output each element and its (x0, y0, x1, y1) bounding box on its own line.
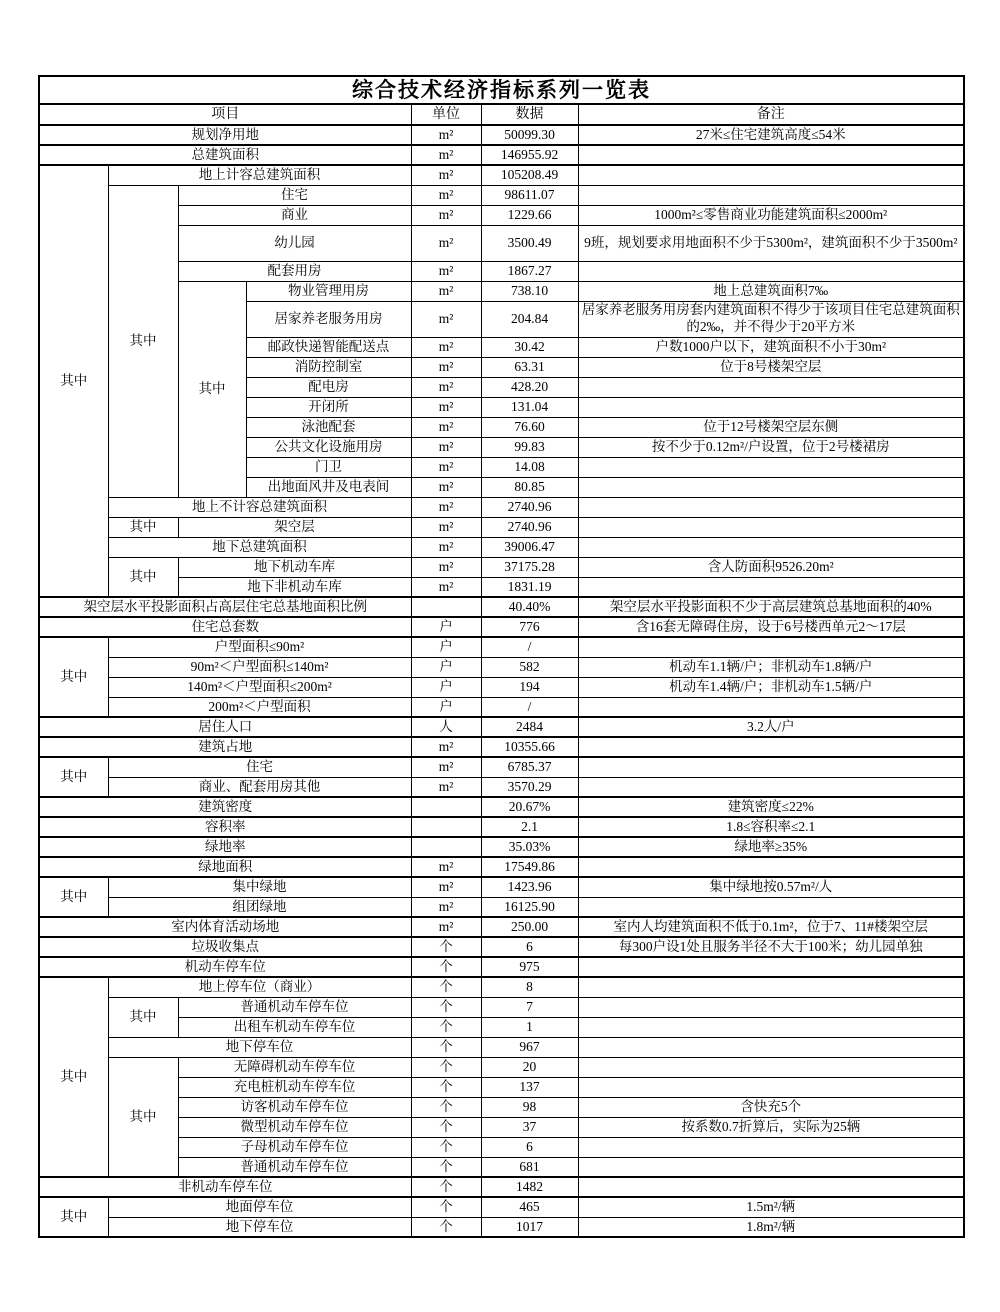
table-row (39, 1137, 964, 1157)
remark-cell (578, 377, 964, 397)
unit-cell: m² (411, 737, 481, 757)
remark-cell (578, 1077, 964, 1097)
value-cell: 2.1 (481, 817, 578, 837)
table-row (39, 1017, 964, 1037)
table-row (39, 637, 964, 657)
remark-cell (578, 977, 964, 997)
value-cell: 7 (481, 997, 578, 1017)
remark-cell (578, 497, 964, 517)
table-row (39, 1177, 964, 1197)
item-label: 商业、配套用房其他 (108, 777, 411, 797)
table-row (39, 617, 964, 637)
table-row (39, 897, 964, 917)
unit-cell: m² (411, 537, 481, 557)
unit-cell: m² (411, 145, 481, 165)
unit-cell: m² (411, 857, 481, 877)
unit-cell (411, 597, 481, 617)
value-cell: 20.67% (481, 797, 578, 817)
table-row (39, 125, 964, 145)
value-cell: 131.04 (481, 397, 578, 417)
item-label: 户型面积≤90m² (108, 637, 411, 657)
unit-cell: 户 (411, 617, 481, 637)
unit-cell: 个 (411, 957, 481, 977)
remark-cell (578, 957, 964, 977)
item-label: 绿地率 (39, 837, 411, 857)
value-cell: 98 (481, 1097, 578, 1117)
table-row (39, 657, 964, 677)
unit-cell: m² (411, 877, 481, 897)
value-cell: 681 (481, 1157, 578, 1177)
table-row (39, 1157, 964, 1177)
group-label: 其中 (108, 1057, 178, 1177)
item-label: 幼儿园 (178, 225, 411, 261)
item-label: 机动车停车位 (39, 957, 411, 977)
remark-cell (578, 857, 964, 877)
value-cell: 1 (481, 1017, 578, 1037)
unit-cell: m² (411, 185, 481, 205)
unit-cell: 个 (411, 1217, 481, 1237)
table-row (39, 185, 964, 205)
remark-cell: 1000m²≤零售商业功能建筑面积≤2000m² (578, 205, 964, 225)
item-label: 配电房 (246, 377, 411, 397)
unit-cell: 户 (411, 677, 481, 697)
remark-cell: 27米≤住宅建筑高度≤54米 (578, 125, 964, 145)
value-cell: 1867.27 (481, 261, 578, 281)
unit-cell: m² (411, 457, 481, 477)
remark-cell (578, 737, 964, 757)
unit-cell: m² (411, 377, 481, 397)
remark-cell (578, 777, 964, 797)
unit-cell: m² (411, 917, 481, 937)
unit-cell: 个 (411, 1037, 481, 1057)
table-row (39, 917, 964, 937)
item-label: 地下非机动车库 (178, 577, 411, 597)
value-cell: 975 (481, 957, 578, 977)
unit-cell: m² (411, 125, 481, 145)
remark-cell: 机动车1.4辆/户；非机动车1.5辆/户 (578, 677, 964, 697)
table-row (39, 1217, 964, 1237)
remark-cell (578, 1137, 964, 1157)
item-label: 普通机动车停车位 (178, 1157, 411, 1177)
unit-cell: m² (411, 281, 481, 301)
item-label: 充电桩机动车停车位 (178, 1077, 411, 1097)
table-row (39, 597, 964, 617)
unit-cell: 个 (411, 937, 481, 957)
item-label: 非机动车停车位 (39, 1177, 411, 1197)
value-cell: 39006.47 (481, 537, 578, 557)
unit-cell: 个 (411, 977, 481, 997)
remark-cell: 地上总建筑面积7‰ (578, 281, 964, 301)
table-row (39, 777, 964, 797)
remark-cell (578, 537, 964, 557)
table-row (39, 1077, 964, 1097)
table-row (39, 145, 964, 165)
remark-cell: 按不少于0.12m²/户设置，位于2号楼裙房 (578, 437, 964, 457)
table-row (39, 757, 964, 777)
remark-cell: 含快充5个 (578, 1097, 964, 1117)
item-label: 普通机动车停车位 (178, 997, 411, 1017)
item-label: 居家养老服务用房 (246, 301, 411, 337)
value-cell: 30.42 (481, 337, 578, 357)
group-label: 其中 (39, 637, 108, 717)
unit-cell: 个 (411, 1017, 481, 1037)
value-cell: 76.60 (481, 417, 578, 437)
table-row (39, 857, 964, 877)
table-row (39, 537, 964, 557)
item-label: 消防控制室 (246, 357, 411, 377)
group-label: 其中 (108, 517, 178, 537)
remark-cell (578, 261, 964, 281)
table-row (39, 997, 964, 1017)
table-row (39, 1197, 964, 1217)
group-label: 其中 (108, 997, 178, 1037)
item-label: 门卫 (246, 457, 411, 477)
item-label: 微型机动车停车位 (178, 1117, 411, 1137)
value-cell: 40.40% (481, 597, 578, 617)
unit-cell: m² (411, 477, 481, 497)
item-label: 住宅 (108, 757, 411, 777)
table-row (39, 677, 964, 697)
value-cell: 204.84 (481, 301, 578, 337)
value-cell: 582 (481, 657, 578, 677)
value-cell: 6785.37 (481, 757, 578, 777)
unit-cell: 个 (411, 1197, 481, 1217)
indicator-table-body (39, 76, 964, 1237)
item-label: 子母机动车停车位 (178, 1137, 411, 1157)
item-label: 邮政快递智能配送点 (246, 337, 411, 357)
item-label: 地下停车位 (108, 1037, 411, 1057)
value-cell: 20 (481, 1057, 578, 1077)
remark-cell (578, 897, 964, 917)
unit-cell: 个 (411, 1157, 481, 1177)
table-row (39, 977, 964, 997)
unit-cell: 户 (411, 697, 481, 717)
remark-cell (578, 1177, 964, 1197)
value-cell: 10355.66 (481, 737, 578, 757)
value-cell: 2740.96 (481, 517, 578, 537)
value-cell: 3500.49 (481, 225, 578, 261)
value-cell: 105208.49 (481, 165, 578, 185)
group-label: 其中 (108, 185, 178, 497)
remark-cell: 机动车1.1辆/户；非机动车1.8辆/户 (578, 657, 964, 677)
unit-cell: 户 (411, 637, 481, 657)
unit-cell (411, 797, 481, 817)
value-cell: 194 (481, 677, 578, 697)
unit-cell: m² (411, 337, 481, 357)
remark-cell: 3.2人/户 (578, 717, 964, 737)
item-label: 绿地面积 (39, 857, 411, 877)
value-cell: 250.00 (481, 917, 578, 937)
value-cell: 99.83 (481, 437, 578, 457)
remark-cell: 建筑密度≤22% (578, 797, 964, 817)
unit-cell: m² (411, 497, 481, 517)
group-label: 其中 (39, 1197, 108, 1237)
item-label: 容积率 (39, 817, 411, 837)
item-label: 地上不计容总建筑面积 (108, 497, 411, 517)
unit-cell: m² (411, 517, 481, 537)
item-label: 架空层水平投影面积占高层住宅总基地面积比例 (39, 597, 411, 617)
table-row (39, 76, 964, 104)
unit-cell: m² (411, 301, 481, 337)
table-row (39, 225, 964, 261)
unit-cell: m² (411, 417, 481, 437)
value-cell: 3570.29 (481, 777, 578, 797)
item-label: 集中绿地 (108, 877, 411, 897)
remark-cell (578, 185, 964, 205)
unit-cell: 个 (411, 1057, 481, 1077)
remark-cell (578, 517, 964, 537)
value-cell: 137 (481, 1077, 578, 1097)
table-row (39, 577, 964, 597)
remark-cell (578, 165, 964, 185)
item-label: 地上停车位（商业） (108, 977, 411, 997)
value-cell: 6 (481, 1137, 578, 1157)
value-cell: 37 (481, 1117, 578, 1137)
value-cell: 8 (481, 977, 578, 997)
item-label: 住宅 (178, 185, 411, 205)
item-label: 90m²＜户型面积≤140m² (108, 657, 411, 677)
indicator-table (38, 75, 965, 1238)
item-label: 配套用房 (178, 261, 411, 281)
table-row (39, 281, 964, 301)
table-row (39, 1057, 964, 1077)
unit-cell: m² (411, 357, 481, 377)
remark-cell: 9班，规划要求用地面积不少于5300m²，建筑面积不少于3500m² (578, 225, 964, 261)
item-label: 居住人口 (39, 717, 411, 737)
remark-cell (578, 1017, 964, 1037)
table-row (39, 557, 964, 577)
unit-cell: m² (411, 577, 481, 597)
value-cell: 465 (481, 1197, 578, 1217)
remark-cell: 按系数0.7折算后，实际为25辆 (578, 1117, 964, 1137)
unit-cell: m² (411, 897, 481, 917)
unit-cell (411, 837, 481, 857)
unit-cell: m² (411, 777, 481, 797)
item-label: 无障碍机动车停车位 (178, 1057, 411, 1077)
remark-cell (578, 1157, 964, 1177)
item-label: 架空层 (178, 517, 411, 537)
unit-cell: 个 (411, 1177, 481, 1197)
item-label: 140m²＜户型面积≤200m² (108, 677, 411, 697)
remark-cell: 1.5m²/辆 (578, 1197, 964, 1217)
value-cell: 80.85 (481, 477, 578, 497)
unit-cell: m² (411, 397, 481, 417)
unit-cell: 个 (411, 997, 481, 1017)
value-cell: 428.20 (481, 377, 578, 397)
table-row (39, 517, 964, 537)
remark-cell: 架空层水平投影面积不少于高层建筑总基地面积的40% (578, 597, 964, 617)
table-row (39, 877, 964, 897)
item-label: 公共文化设施用房 (246, 437, 411, 457)
group-label: 其中 (39, 977, 108, 1177)
remark-cell: 1.8m²/辆 (578, 1217, 964, 1237)
remark-cell (578, 397, 964, 417)
remark-cell: 绿地率≥35% (578, 837, 964, 857)
unit-cell: m² (411, 757, 481, 777)
remark-cell: 户数1000户以下，建筑面积不小于30m² (578, 337, 964, 357)
item-label: 访客机动车停车位 (178, 1097, 411, 1117)
item-label: 建筑占地 (39, 737, 411, 757)
remark-cell: 位于8号楼架空层 (578, 357, 964, 377)
item-label: 地下机动车库 (178, 557, 411, 577)
value-cell: 6 (481, 937, 578, 957)
remark-cell (578, 997, 964, 1017)
item-label: 组团绿地 (108, 897, 411, 917)
unit-cell (411, 817, 481, 837)
item-label: 住宅总套数 (39, 617, 411, 637)
table-row (39, 104, 964, 125)
remark-cell (578, 457, 964, 477)
value-cell: 2740.96 (481, 497, 578, 517)
remark-cell: 含16套无障碍住房，设于6号楼西单元2～17层 (578, 617, 964, 637)
remark-cell (578, 637, 964, 657)
value-cell: 16125.90 (481, 897, 578, 917)
table-row (39, 817, 964, 837)
table-row (39, 957, 964, 977)
group-label: 其中 (108, 557, 178, 597)
remark-cell: 室内人均建筑面积不低于0.1m²，位于7、11#楼架空层 (578, 917, 964, 937)
table-title: 综合技术经济指标系列一览表 (39, 76, 964, 104)
item-label: 出地面风井及电表间 (246, 477, 411, 497)
value-cell: 776 (481, 617, 578, 637)
unit-cell: m² (411, 437, 481, 457)
remark-cell: 每300户设1处且服务半径不大于100米；幼儿园单独 (578, 937, 964, 957)
table-row (39, 797, 964, 817)
table-row (39, 837, 964, 857)
remark-cell (578, 1057, 964, 1077)
item-label: 室内体育活动场地 (39, 917, 411, 937)
remark-cell (578, 697, 964, 717)
item-label: 地下停车位 (108, 1217, 411, 1237)
remark-cell (578, 757, 964, 777)
table-row (39, 937, 964, 957)
remark-cell (578, 145, 964, 165)
value-cell: 14.08 (481, 457, 578, 477)
unit-cell: m² (411, 261, 481, 281)
table-row (39, 165, 964, 185)
value-cell: / (481, 637, 578, 657)
value-cell: 37175.28 (481, 557, 578, 577)
remark-cell (578, 477, 964, 497)
group-label: 其中 (39, 165, 108, 597)
item-label: 地面停车位 (108, 1197, 411, 1217)
remark-cell: 集中绿地按0.57m²/人 (578, 877, 964, 897)
unit-cell: 人 (411, 717, 481, 737)
table-row (39, 717, 964, 737)
remark-cell: 居家养老服务用房套内建筑面积不得少于该项目住宅总建筑面积的2‰，并不得少于20平方米 (578, 301, 964, 337)
table-row (39, 205, 964, 225)
item-label: 200m²＜户型面积 (108, 697, 411, 717)
table-row (39, 1097, 964, 1117)
item-label: 总建筑面积 (39, 145, 411, 165)
unit-cell: 个 (411, 1077, 481, 1097)
unit-cell: 个 (411, 1137, 481, 1157)
item-label: 物业管理用房 (246, 281, 411, 301)
value-cell: / (481, 697, 578, 717)
table-row (39, 261, 964, 281)
value-cell: 738.10 (481, 281, 578, 301)
col-header-project: 项目 (39, 104, 411, 125)
item-label: 地下总建筑面积 (108, 537, 411, 557)
group-label: 其中 (178, 281, 246, 497)
item-label: 垃圾收集点 (39, 937, 411, 957)
unit-cell: 个 (411, 1117, 481, 1137)
remark-cell (578, 577, 964, 597)
value-cell: 50099.30 (481, 125, 578, 145)
item-label: 出租车机动车停车位 (178, 1017, 411, 1037)
value-cell: 17549.86 (481, 857, 578, 877)
table-row (39, 737, 964, 757)
value-cell: 1229.66 (481, 205, 578, 225)
unit-cell: m² (411, 225, 481, 261)
item-label: 泳池配套 (246, 417, 411, 437)
item-label: 开闭所 (246, 397, 411, 417)
unit-cell: m² (411, 205, 481, 225)
remark-cell: 1.8≤容积率≤2.1 (578, 817, 964, 837)
unit-cell: 个 (411, 1097, 481, 1117)
col-header-remark: 备注 (578, 104, 964, 125)
table-row (39, 697, 964, 717)
item-label: 商业 (178, 205, 411, 225)
item-label: 规划净用地 (39, 125, 411, 145)
unit-cell: m² (411, 165, 481, 185)
unit-cell: 户 (411, 657, 481, 677)
item-label: 地上计容总建筑面积 (108, 165, 411, 185)
value-cell: 63.31 (481, 357, 578, 377)
value-cell: 1423.96 (481, 877, 578, 897)
value-cell: 98611.07 (481, 185, 578, 205)
group-label: 其中 (39, 757, 108, 797)
item-label: 建筑密度 (39, 797, 411, 817)
remark-cell: 含人防面积9526.20m² (578, 557, 964, 577)
col-header-unit: 单位 (411, 104, 481, 125)
value-cell: 146955.92 (481, 145, 578, 165)
value-cell: 2484 (481, 717, 578, 737)
value-cell: 1482 (481, 1177, 578, 1197)
value-cell: 967 (481, 1037, 578, 1057)
value-cell: 1017 (481, 1217, 578, 1237)
table-row (39, 497, 964, 517)
group-label: 其中 (39, 877, 108, 917)
remark-cell: 位于12号楼架空层东侧 (578, 417, 964, 437)
table-row (39, 1117, 964, 1137)
table-row (39, 1037, 964, 1057)
value-cell: 35.03% (481, 837, 578, 857)
unit-cell: m² (411, 557, 481, 577)
value-cell: 1831.19 (481, 577, 578, 597)
col-header-data: 数据 (481, 104, 578, 125)
remark-cell (578, 1037, 964, 1057)
